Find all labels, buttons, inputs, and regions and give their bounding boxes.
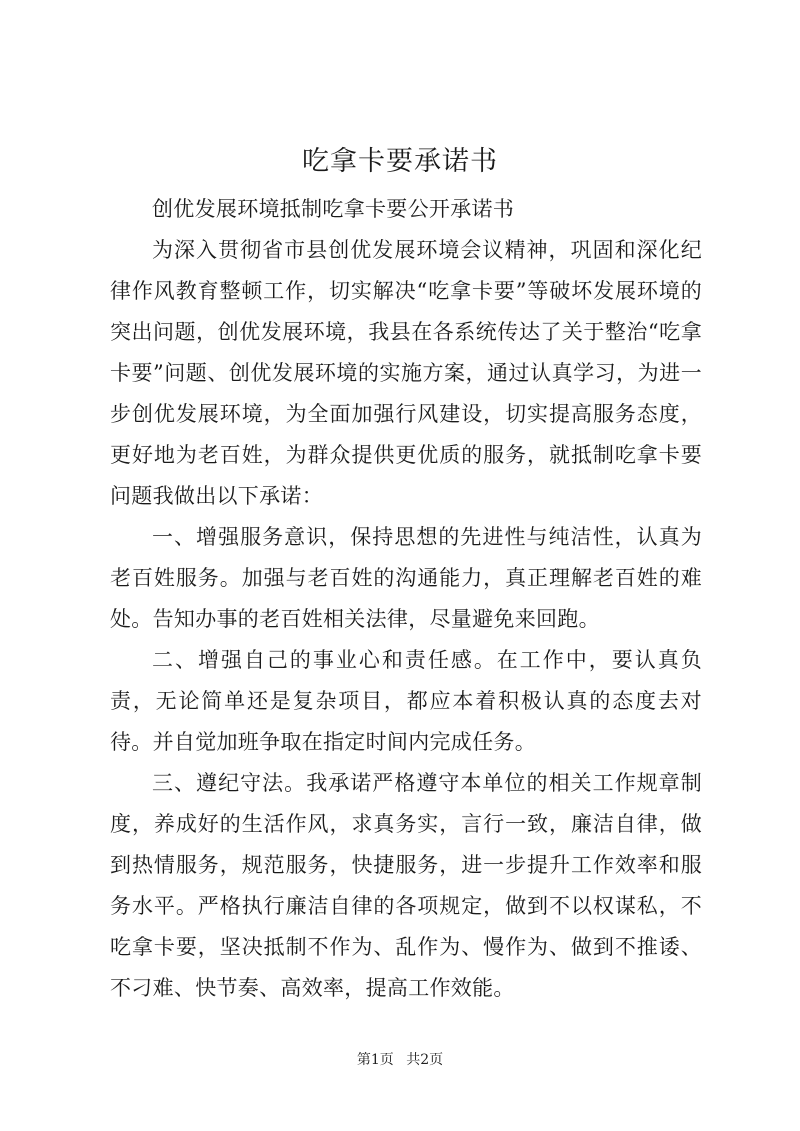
document-title: 吃拿卡要承诺书 — [302, 146, 498, 177]
commitment-paragraph-3: 三、遵纪守法。我承诺严格遵守本单位的相关工作规章制度，养成好的生活作风，求真务实，言行一致，廉洁自律，做到热情服务，规范服务，快捷服务，进一步提升工作效率和服务水平。严格执行廉洁自律的各项规定，做到不以权谋私，不吃拿卡要，坚决抵制不作为、乱作为、慢作为、做到不推诿、不刁难、快节奏、高效率，提高工作效能。 — [110, 771, 702, 1000]
page-total: 共2页 — [406, 1052, 444, 1068]
page-footer — [0, 1050, 800, 1070]
commitment-paragraph-2: 二、增强自己的事业心和责任感。在工作中，要认真负责，无论简单还是复杂项目，都应本着积极认真的态度去对待。并自觉加班争取在指定时间内完成任务。 — [110, 648, 702, 754]
page-number: 第1页 — [356, 1052, 394, 1068]
document-body — [110, 189, 702, 1009]
subtitle-paragraph: 创优发展环境抵制吃拿卡要公开承诺书 — [152, 197, 515, 221]
intro-paragraph: 为深入贯彻省市县创优发展环境会议精神，巩固和深化纪律作风教育整顿工作，切实解决“吃拿卡要”等破坏发展环境的突出问题，创优发展环境，我县在各系统传达了关于整治“吃拿卡要”问题、创优发展环境的实施方案，通过认真学习，为进一步创优发展环境，为全面加强行风建设，切实提高服务态度，更好地为老百姓，为群众提供更优质的服务，就抵制吃拿卡要问题我做出以下承诺： — [110, 238, 702, 508]
commitment-paragraph-1: 一、增强服务意识，保持思想的先进性与纯洁性，认真为老百姓服务。加强与老百姓的沟通能力，真正理解老百姓的难处。告知办事的老百姓相关法律，尽量避免来回跑。 — [110, 525, 702, 631]
